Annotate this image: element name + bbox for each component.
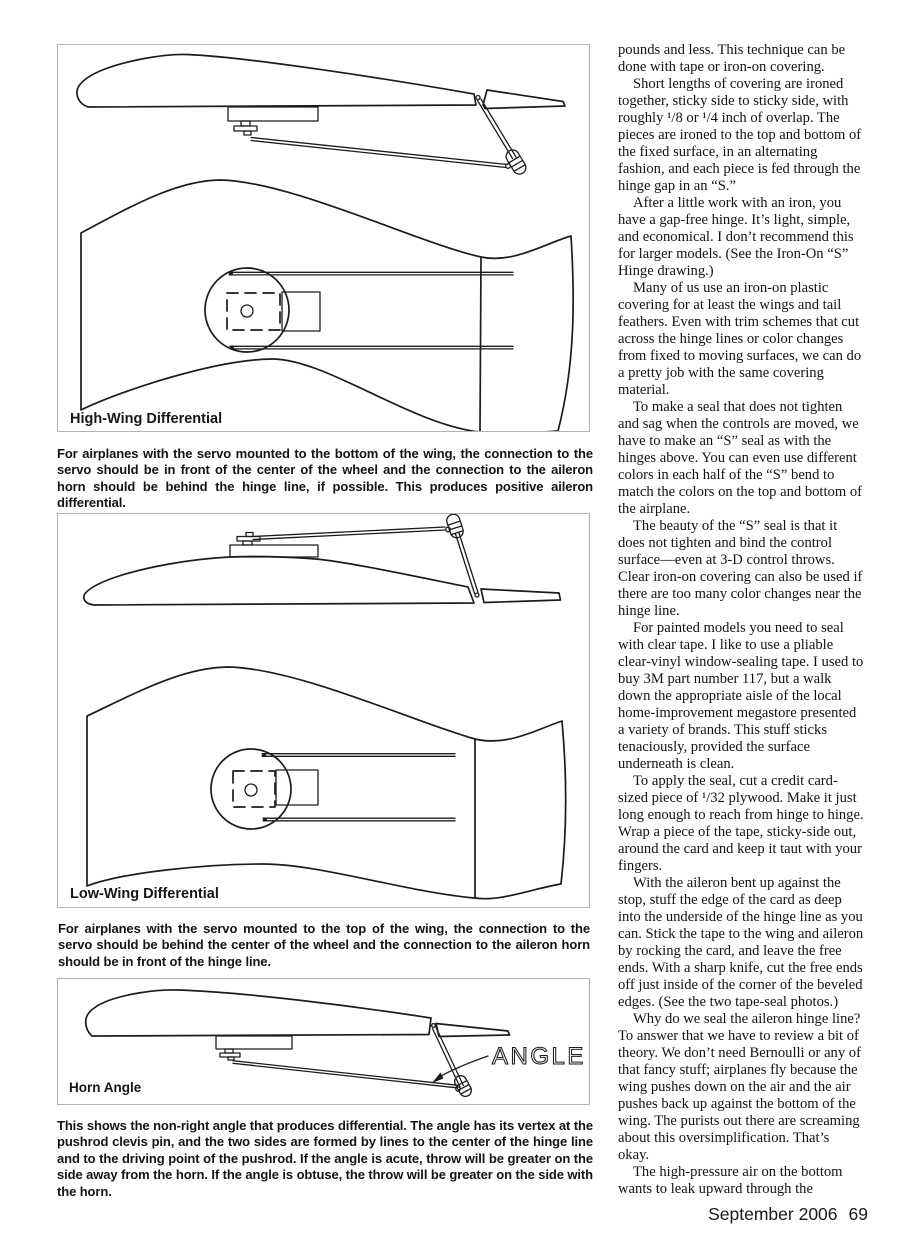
low-wing-diagram <box>58 514 589 907</box>
pushrod-bottom <box>263 818 455 822</box>
wing-plan-outline <box>81 180 573 431</box>
servo-shaft <box>245 784 257 796</box>
servo-arm-nub <box>228 1057 234 1060</box>
hinge-pin <box>475 593 479 597</box>
angle-leader-line <box>437 1056 488 1078</box>
servo-arm-nub <box>246 533 253 537</box>
high-wing-side-view <box>77 54 565 176</box>
footer-page-number: 69 <box>848 1204 868 1224</box>
horn-angle-side-view <box>86 990 510 1099</box>
figure-label: Low-Wing Differential <box>70 886 219 902</box>
figure-high-wing-differential <box>57 44 590 432</box>
aileron-profile <box>481 589 561 603</box>
pushrod-top <box>262 753 455 757</box>
low-wing-side-view <box>84 514 561 605</box>
wing-plan-outline <box>87 667 566 899</box>
pushrod <box>233 1061 457 1088</box>
article-paragraph: With the aileron bent up against the stop, stuff the edge of the card as deep into the underside of the hinge line as you can. Stick the tape to the wing and aileron by rocking the card, and leave the free ends. With a sharp knife, cut the free ends off just inside of the corner of the beveled edges. (See the two tape-seal photos.) <box>618 875 864 1010</box>
high-wing-plan-view <box>81 180 573 431</box>
article-paragraph: To make a seal that does not tighten and sag when the controls are moved, we have to make an “S” seal as with the hinges above. You can even use different colors in each half of the “S” bend to match the colors on the top and bottom of the airplane. <box>618 399 862 517</box>
page-footer <box>618 1204 868 1225</box>
clevis-pin <box>506 164 511 169</box>
aileron-profile <box>436 1024 510 1037</box>
high-wing-diagram <box>58 45 589 431</box>
pushrod <box>253 527 445 540</box>
aileron-profile <box>483 90 565 109</box>
angle-label: ANGLE <box>492 1043 586 1070</box>
servo-arm-stem <box>241 121 250 126</box>
article-paragraph: The beauty of the “S” seal is that it does not tighten and bind the control surface—even at 3-D control throws. Clear iron-on covering can also be used if there are too many color changes near the hinge line. <box>618 518 863 619</box>
figure-label: Horn Angle <box>69 1080 142 1095</box>
footer-issue: September 2006 <box>708 1204 838 1224</box>
servo-box <box>216 1036 292 1049</box>
article-paragraph: Why do we seal the aileron hinge line? To answer that we have to review a bit of theory. We don’t need Bernoulli or any of that fancy stuff; airplanes fly because the wing pushes down on the air and the air pushes back up against the bottom of the wing. The purists out there are screaming about this oversimplification. That’s okay. <box>618 1011 861 1163</box>
servo-wheel <box>211 749 291 829</box>
wing-airfoil-profile <box>84 557 474 605</box>
wing-airfoil-profile <box>77 54 476 107</box>
figure-caption: For airplanes with the servo mounted to the top of the wing, the connection to the servo should be behind the center of the wheel and the connection to the aileron horn should be in front of the hinge line. <box>58 921 590 969</box>
pushrod-bottom <box>230 346 513 350</box>
wing-airfoil-profile <box>86 990 431 1036</box>
servo-arm-bar <box>234 126 257 131</box>
article-paragraph: pounds and less. This technique can be done with tape or iron-on covering. <box>618 42 846 75</box>
horn-angle-diagram <box>58 979 589 1104</box>
article-column <box>618 42 864 1198</box>
figure-caption: This shows the non-right angle that produces differential. The angle has its vertex at the pushrod clevis pin, and the two sides are formed by lines to the center of the hinge line and to the driving point of the pushrod. If the angle is acute, throw will be greater on the side away from the horn. If the angle is obtuse, the throw will be greater on the side with the horn. <box>57 1118 593 1199</box>
servo-arm-nub <box>244 131 251 135</box>
hinge-pin <box>432 1024 436 1028</box>
article-paragraph: After a little work with an iron, you have a gap-free hinge. It’s light, simple, and economical. I don’t recommend this for larger models. (See the Iron-On “S” Hinge drawing.) <box>618 195 854 279</box>
hinge-pin <box>476 96 480 100</box>
article-paragraph: For painted models you need to seal with clear tape. I like to use a pliable clear-vinyl window-sealing tape. I used to buy 3M part number 117, but a walk down the appropriate aisle of the local home-improvement megastore presented a variety of brands. This stuff sticks tenaciously, provided the surface underneath is clean. <box>618 620 864 772</box>
hinge-line <box>480 257 481 431</box>
figure-label: High-Wing Differential <box>70 411 223 427</box>
article-paragraph: Many of us use an iron-on plastic covering for at least the wings and tail feathers. Even with trim schemes that cut across the hinge lines or color changes from fixed to moving surfaces, we can do a pretty job with the same covering material. <box>618 280 862 398</box>
pushrod <box>251 138 507 168</box>
low-wing-plan-view <box>87 667 566 899</box>
pushrod-top <box>229 272 513 276</box>
figure-horn-angle <box>57 978 590 1105</box>
figure-caption: For airplanes with the servo mounted to the bottom of the wing, the connection to the servo should be in front of the center of the wheel and the connection to the aileron horn should be behind the hinge line, if possible. This produces positive aileron differential. <box>57 446 593 511</box>
figure-low-wing-differential <box>57 513 590 908</box>
servo-shaft <box>241 305 253 317</box>
article-paragraph: The high-pressure air on the bottom wants to leak upward through the <box>618 1164 843 1197</box>
servo-box <box>230 545 318 557</box>
angle-arrowhead <box>432 1073 444 1084</box>
servo-box <box>228 107 318 121</box>
servo-mount <box>276 770 318 805</box>
article-paragraph: To apply the seal, cut a credit card-sized piece of ¹/32 plywood. Make it just long enough to reach from hinge to hinge. Wrap a piece of the tape, sticky-side out, around the card and keep it taut with your fingers. <box>618 773 864 874</box>
clevis <box>504 148 529 177</box>
servo-outline-dashed <box>233 771 275 807</box>
article-paragraph: Short lengths of covering are ironed together, sticky side to sticky side, with roughly ¹/8 or ¹/4 inch of overlap. The pieces are ironed to the top and bottom of the fixed surface, in an alternating fashion, and each piece is fed through the hinge gap in an “S.” <box>618 76 862 194</box>
servo-wheel <box>205 268 289 352</box>
